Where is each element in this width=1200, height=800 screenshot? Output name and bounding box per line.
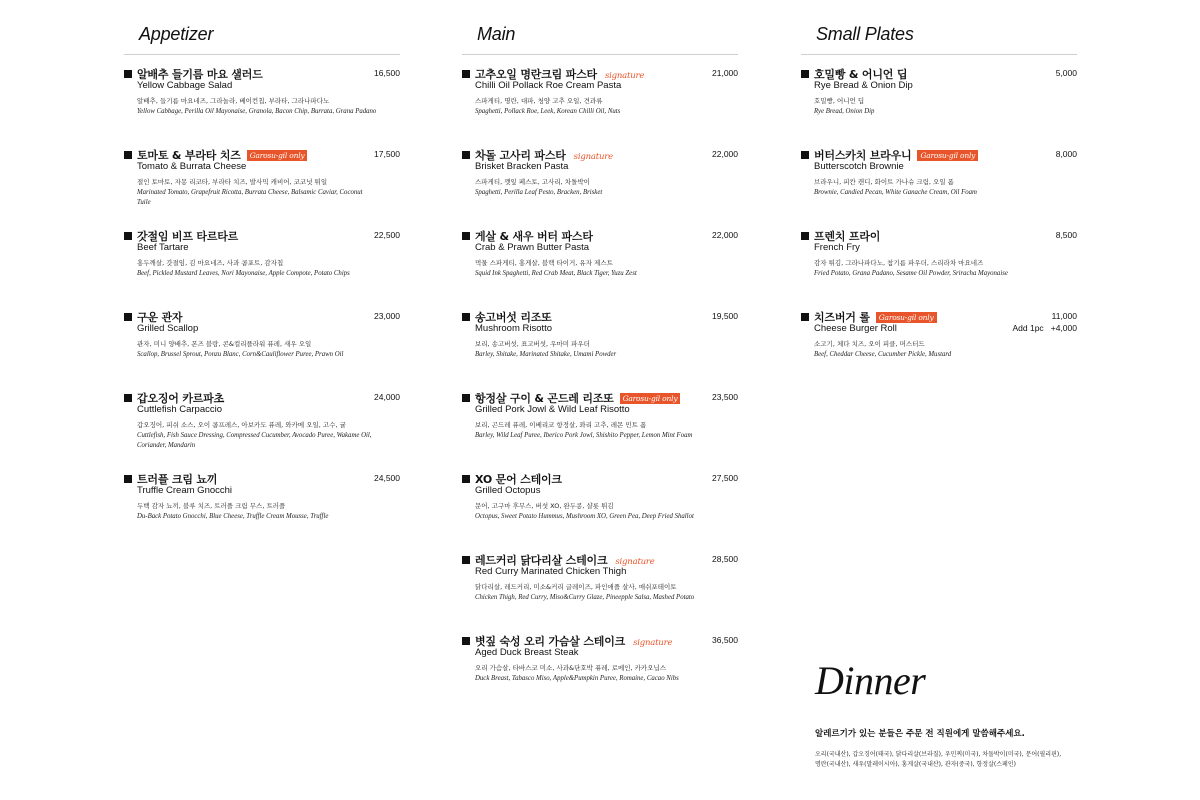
item-name-english: Red Curry Marinated Chicken Thigh: [475, 566, 627, 577]
item-description-korean: 스파게티, 명란, 대파, 청양 고추 오일, 견과류: [475, 97, 603, 105]
item-name-english: Truffle Cream Gnocchi: [137, 485, 233, 496]
bullet-icon: [462, 70, 470, 78]
item-name-english: Rye Bread & Onion Dip: [814, 80, 913, 91]
garosu-gil-only-badge: Garosu-gil only: [917, 150, 978, 161]
item-addon-price: Add 1pc +4,000: [1012, 323, 1077, 333]
bullet-icon: [124, 151, 132, 159]
item-description-korean: 갑오징어, 피쉬 소스, 오이 콤프레스, 아보카도 퓨레, 와카메 오일, 고수, 귤: [137, 421, 346, 429]
item-description-korean: 오리 가슴살, 타바스코 미소, 사과&단호박 퓨레, 로메인, 카카오닙스: [475, 664, 667, 672]
item-name-english: Aged Duck Breast Steak: [475, 647, 579, 658]
bullet-icon: [462, 556, 470, 564]
item-price: 36,500: [712, 635, 738, 645]
item-name-korean-text: 버터스카치 브라우니: [814, 149, 912, 162]
section-header: [124, 24, 400, 55]
allergy-note: 알레르기가 있는 분들은 주문 전 직원에게 말씀해주세요.: [815, 729, 1025, 739]
section-title: Appetizer: [139, 24, 214, 44]
item-name-korean-text: 치즈버거 롤: [814, 311, 870, 324]
item-description-korean: 절인 토마토, 자몽 리코타, 부라타 치즈, 발사믹 캐비어, 코코넛 튀일: [137, 178, 328, 186]
item-name-english: Yellow Cabbage Salad: [137, 80, 233, 91]
item-price: 23,500: [712, 392, 738, 402]
bullet-icon: [462, 151, 470, 159]
dinner-title: Dinner: [815, 658, 926, 703]
item-description-english: Octopus, Sweet Potato Hummus, Mushroom XO, Green Pea, Deep Fried Shallot: [475, 513, 694, 520]
item-name-english: Butterscotch Brownie: [814, 161, 904, 172]
item-price: 8,500: [1055, 230, 1077, 240]
item-price: 17,500: [374, 149, 400, 159]
item-price: 8,000: [1055, 149, 1077, 159]
item-description-english: Beef, Cheddar Cheese, Cucumber Pickle, Mustard: [814, 351, 952, 358]
item-description-english: Barley, Wild Leaf Puree, Iberico Pork Jowl, Shishito Pepper, Lemon Mint Foam: [475, 432, 693, 439]
item-name-korean-text: 갑오징어 카르파초: [137, 392, 225, 405]
bullet-icon: [124, 475, 132, 483]
item-price: 22,500: [374, 230, 400, 240]
item-description-english: Chicken Thigh, Red Curry, Miso&Curry Glaze, Pineepple Salsa, Mashed Potato: [475, 594, 695, 601]
item-description-korean: 관자, 미니 양배추, 폰즈 블랑, 콘&컬리플라워 퓨레, 새우 오일: [137, 340, 312, 348]
item-price: 22,000: [712, 230, 738, 240]
bullet-icon: [801, 232, 809, 240]
item-name-korean-text: 알배추 들기름 마요 샐러드: [137, 68, 263, 81]
item-description-english: Squid Ink Spaghetti, Red Crab Meat, Black Tiger, Yuzu Zest: [475, 270, 637, 277]
item-description-english: Yellow Cabbage, Perilla Oil Mayonaise, Granola, Bacon Chip, Burrata, Grana Padano: [137, 108, 377, 115]
signature-tag: signature: [604, 71, 645, 81]
item-name-korean-text: 볏짚 숙성 오리 가슴살 스테이크: [475, 635, 626, 648]
item-name-korean-text: 구운 관자: [137, 311, 183, 324]
item-price: 27,500: [712, 473, 738, 483]
item-description-korean: 감자 튀김, 그라나파다노, 참기름 파우더, 스리라차 마요네즈: [814, 259, 984, 267]
item-description-english: Scallop, Brussel Sprout, Ponzu Blanc, Corn&Cauliflower Puree, Prawn Oil: [137, 351, 344, 358]
item-description-english: Marinated Tomato, Grapefruit Ricotta, Burrata Cheese, Balsamic Caviar, Coconut Tuile: [137, 189, 363, 206]
bullet-icon: [801, 70, 809, 78]
item-name-english: Brisket Bracken Pasta: [475, 161, 569, 172]
item-price: 11,000: [1051, 311, 1077, 321]
item-name-korean-text: 프렌치 프라이: [814, 230, 881, 243]
item-name-korean-text: 호밀빵 & 어니언 딥: [814, 68, 908, 81]
item-price: 28,500: [712, 554, 738, 564]
origin-line: 명란(국내산), 새우(말레이시아), 홍게살(국내산), 관자(중국), 항정살(스페인): [815, 761, 1016, 768]
item-description-english: Fried Potato, Grana Padano, Sesame Oil Powder, Sriracha Mayonaise: [814, 270, 1008, 277]
bullet-icon: [801, 313, 809, 321]
item-description-korean: 홍두깨살, 갓절임, 김 마요네즈, 사과 콤포트, 감자칩: [137, 259, 284, 267]
item-name-korean-text: 트러플 크림 뇨끼: [137, 473, 218, 486]
section-header: [462, 24, 738, 55]
garosu-gil-only-badge: Garosu-gil only: [876, 312, 937, 323]
signature-tag: signature: [615, 557, 655, 567]
bullet-icon: [462, 637, 470, 645]
garosu-gil-only-badge: Garosu-gil only: [247, 150, 308, 161]
section-title: Main: [477, 24, 516, 44]
item-description-english: Du-Back Potato Gnocchi, Blue Cheese, Truffle Cream Mousse, Truffle: [137, 513, 329, 520]
bullet-icon: [462, 232, 470, 240]
item-description-english: Beef, Pickled Mustard Leaves, Nori Mayonaise, Apple Compote, Potato Chips: [137, 270, 350, 277]
item-name-korean-text: 레드커리 닭다리살 스테이크: [475, 554, 608, 567]
item-description-english: Brownie, Candied Pecan, White Ganache Cream, Oil Foam: [814, 189, 977, 196]
item-name-korean-text: 송고버섯 리조또: [475, 311, 552, 324]
item-description-english: Barley, Shitake, Marinated Shitake, Umami Powder: [475, 351, 617, 358]
item-price: 21,000: [712, 68, 738, 78]
item-name-english: Mushroom Risotto: [475, 323, 553, 334]
bullet-icon: [462, 313, 470, 321]
item-description-korean: 보리, 곤드레 퓨레, 이베리코 항정살, 꽈리 고추, 레몬 민트 폼: [475, 421, 647, 429]
item-name-english: Cheese Burger Roll: [814, 323, 897, 334]
section-title: Small Plates: [816, 24, 914, 44]
item-name-english: Grilled Pork Jowl & Wild Leaf Risotto: [475, 404, 630, 415]
item-name-english: Tomato & Burrata Cheese: [137, 161, 247, 172]
item-price: 19,500: [712, 311, 738, 321]
bullet-icon: [462, 394, 470, 402]
signature-tag: signature: [573, 152, 613, 162]
item-name-english: Cuttlefish Carpaccio: [137, 404, 223, 415]
garosu-gil-only-badge: Garosu-gil only: [620, 393, 681, 404]
signature-tag: signature: [633, 638, 673, 648]
item-price: 23,000: [374, 311, 400, 321]
item-price: 16,500: [374, 68, 400, 78]
item-description-korean: 소고기, 체다 치즈, 오이 피클, 머스터드: [814, 340, 925, 348]
item-name-english: Beef Tartare: [137, 242, 189, 253]
origin-line: 오리(국내산), 갑오징어(태국), 닭다리살(브라질), 우민찌(미국), 차돌박이(미국), 문어(필리핀),: [815, 751, 1062, 758]
item-price: 24,000: [374, 392, 400, 402]
item-description-korean: 문어, 고구마 후무스, 버섯 XO, 완두콩, 샬롯 튀김: [475, 502, 614, 510]
item-name-korean-text: 차돌 고사리 파스타: [475, 149, 566, 162]
item-description-korean: 브라우니, 피칸 캔디, 화이트 가나슈 크림, 오일 폼: [814, 178, 954, 186]
section-header: [801, 24, 1077, 55]
item-description-english: Cuttlefish, Fish Sauce Dressing, Compressed Cucumber, Avocado Puree, Wakame Oil, Coriander, Mandarin: [137, 432, 372, 449]
bullet-icon: [124, 394, 132, 402]
bullet-icon: [124, 313, 132, 321]
item-name-korean-text: 고추오일 명란크림 파스타: [475, 68, 597, 81]
item-name-korean-text: 갓절임 비프 타르타르: [137, 230, 239, 243]
origin-info: [815, 750, 1075, 770]
item-name-korean-text: XO 문어 스테이크: [475, 473, 562, 486]
item-name-english: Grilled Octopus: [475, 485, 541, 496]
item-name-korean-text: 항정살 구이 & 곤드레 리조또: [475, 392, 614, 405]
item-description-korean: 스파게티, 깻잎 페스토, 고사리, 차돌박이: [475, 178, 590, 186]
item-price: 22,000: [712, 149, 738, 159]
item-name-korean-text: 게살 & 새우 버터 파스타: [475, 230, 593, 243]
item-description-english: Duck Breast, Tabasco Miso, Apple&Pumpkin Puree, Romaine, Cacao Nibs: [475, 675, 679, 682]
item-name-english: Grilled Scallop: [137, 323, 199, 334]
bullet-icon: [462, 475, 470, 483]
item-name-english: Crab & Prawn Butter Pasta: [475, 242, 590, 253]
bullet-icon: [801, 151, 809, 159]
item-description-english: Rye Bread, Onion Dip: [814, 108, 875, 115]
item-price: 5,000: [1055, 68, 1077, 78]
item-description-korean: 호밀빵, 어니언 딥: [814, 97, 865, 105]
item-name-english: French Fry: [814, 242, 860, 253]
item-name-english: Chilli Oil Pollack Roe Cream Pasta: [475, 80, 622, 91]
item-name-korean-text: 토마토 & 부라타 치즈: [137, 149, 241, 162]
item-description-english: Spaghetti, Perilla Leaf Pesto, Bracken, Brisket: [475, 189, 603, 196]
item-description-korean: 먹물 스파게티, 홍게살, 블랙 타이거, 유자 제스트: [475, 259, 613, 267]
item-description-korean: 알배추, 들기름 마요네즈, 그라놀라, 베이컨칩, 부라타, 그라나파다노: [137, 97, 330, 105]
item-description-korean: 두백 감자 뇨끼, 블루 치즈, 트러플 크림 무스, 트러플: [137, 502, 286, 510]
bullet-icon: [124, 232, 132, 240]
item-description-korean: 보리, 송고버섯, 표고버섯, 우마미 파우더: [475, 340, 590, 348]
item-description-english: Spaghetti, Pollack Roe, Leek, Korean Chilli Oil, Nuts: [475, 108, 621, 115]
item-price: 24,500: [374, 473, 400, 483]
item-description-korean: 닭다리살, 레드커리, 미소&커리 글레이즈, 파인애플 살사, 매쉬포테이토: [475, 583, 677, 591]
bullet-icon: [124, 70, 132, 78]
